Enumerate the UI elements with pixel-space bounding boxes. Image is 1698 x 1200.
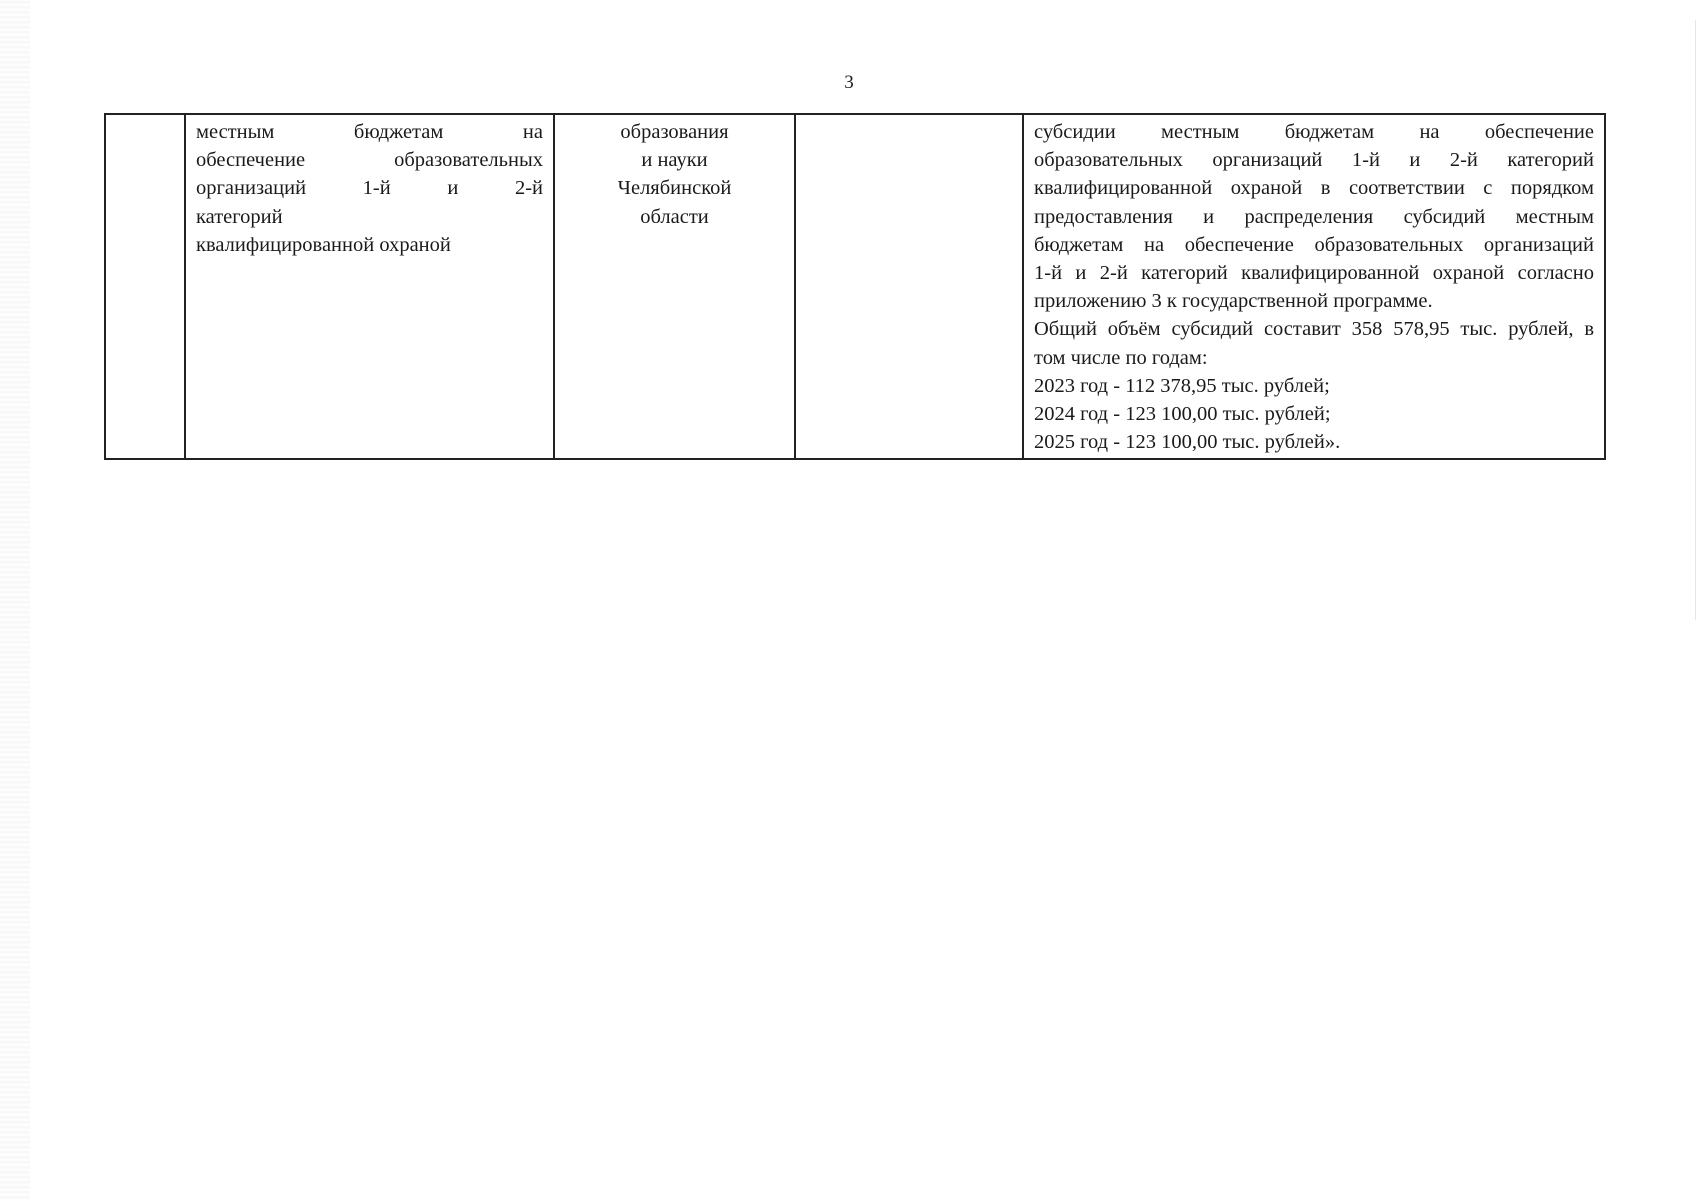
event-name-line: местным бюджетам на — [196, 121, 543, 143]
description-line: квалифицированной охраной в соответствии с порядком — [1034, 177, 1594, 200]
program-table — [104, 113, 1606, 460]
executor-line: образования — [620, 121, 729, 143]
event-name-line: квалифицированной охраной — [196, 233, 451, 256]
event-name-line: организаций 1-й и 2-й — [196, 177, 543, 200]
description-line: 2023 год - 112 378,95 тыс. рублей; — [1034, 374, 1330, 397]
event-name-line: обеспечение образовательных — [196, 149, 543, 172]
description-line: 2025 год - 123 100,00 тыс. рублей». — [1034, 431, 1341, 454]
executor-line: и науки — [641, 149, 708, 172]
empty-cell — [795, 114, 1023, 459]
description-line: образовательных организаций 1-й и 2-й категорий — [1034, 149, 1594, 172]
scan-edge-right — [1695, 20, 1696, 620]
table-row — [105, 114, 1605, 459]
executor-line: области — [640, 205, 709, 228]
executor-cell — [554, 114, 795, 459]
description-line: 1-й и 2-й категорий квалифицированной охраной согласно — [1034, 262, 1594, 285]
executor-line: Челябинской — [617, 177, 732, 200]
description-line: бюджетам на обеспечение образовательных организаций — [1034, 233, 1594, 256]
description-line: субсидии местным бюджетам на обеспечение — [1034, 121, 1594, 143]
description-line: том числе по годам: — [1034, 346, 1208, 369]
event-name-cell — [185, 114, 554, 459]
description-line: 2024 год - 123 100,00 тыс. рублей; — [1034, 403, 1331, 426]
description-line: предоставления и распределения субсидий местным — [1034, 205, 1594, 228]
page-number: 3 — [844, 72, 854, 93]
scan-edge-left — [0, 0, 30, 1200]
description-line: приложению 3 к государственной программе. — [1034, 290, 1433, 313]
event-name-line: категорий — [196, 205, 283, 228]
row-number-cell — [105, 114, 185, 459]
description-cell — [1023, 114, 1605, 459]
description-line: Общий объём субсидий составит 358 578,95 тыс. рублей, в — [1034, 318, 1594, 341]
